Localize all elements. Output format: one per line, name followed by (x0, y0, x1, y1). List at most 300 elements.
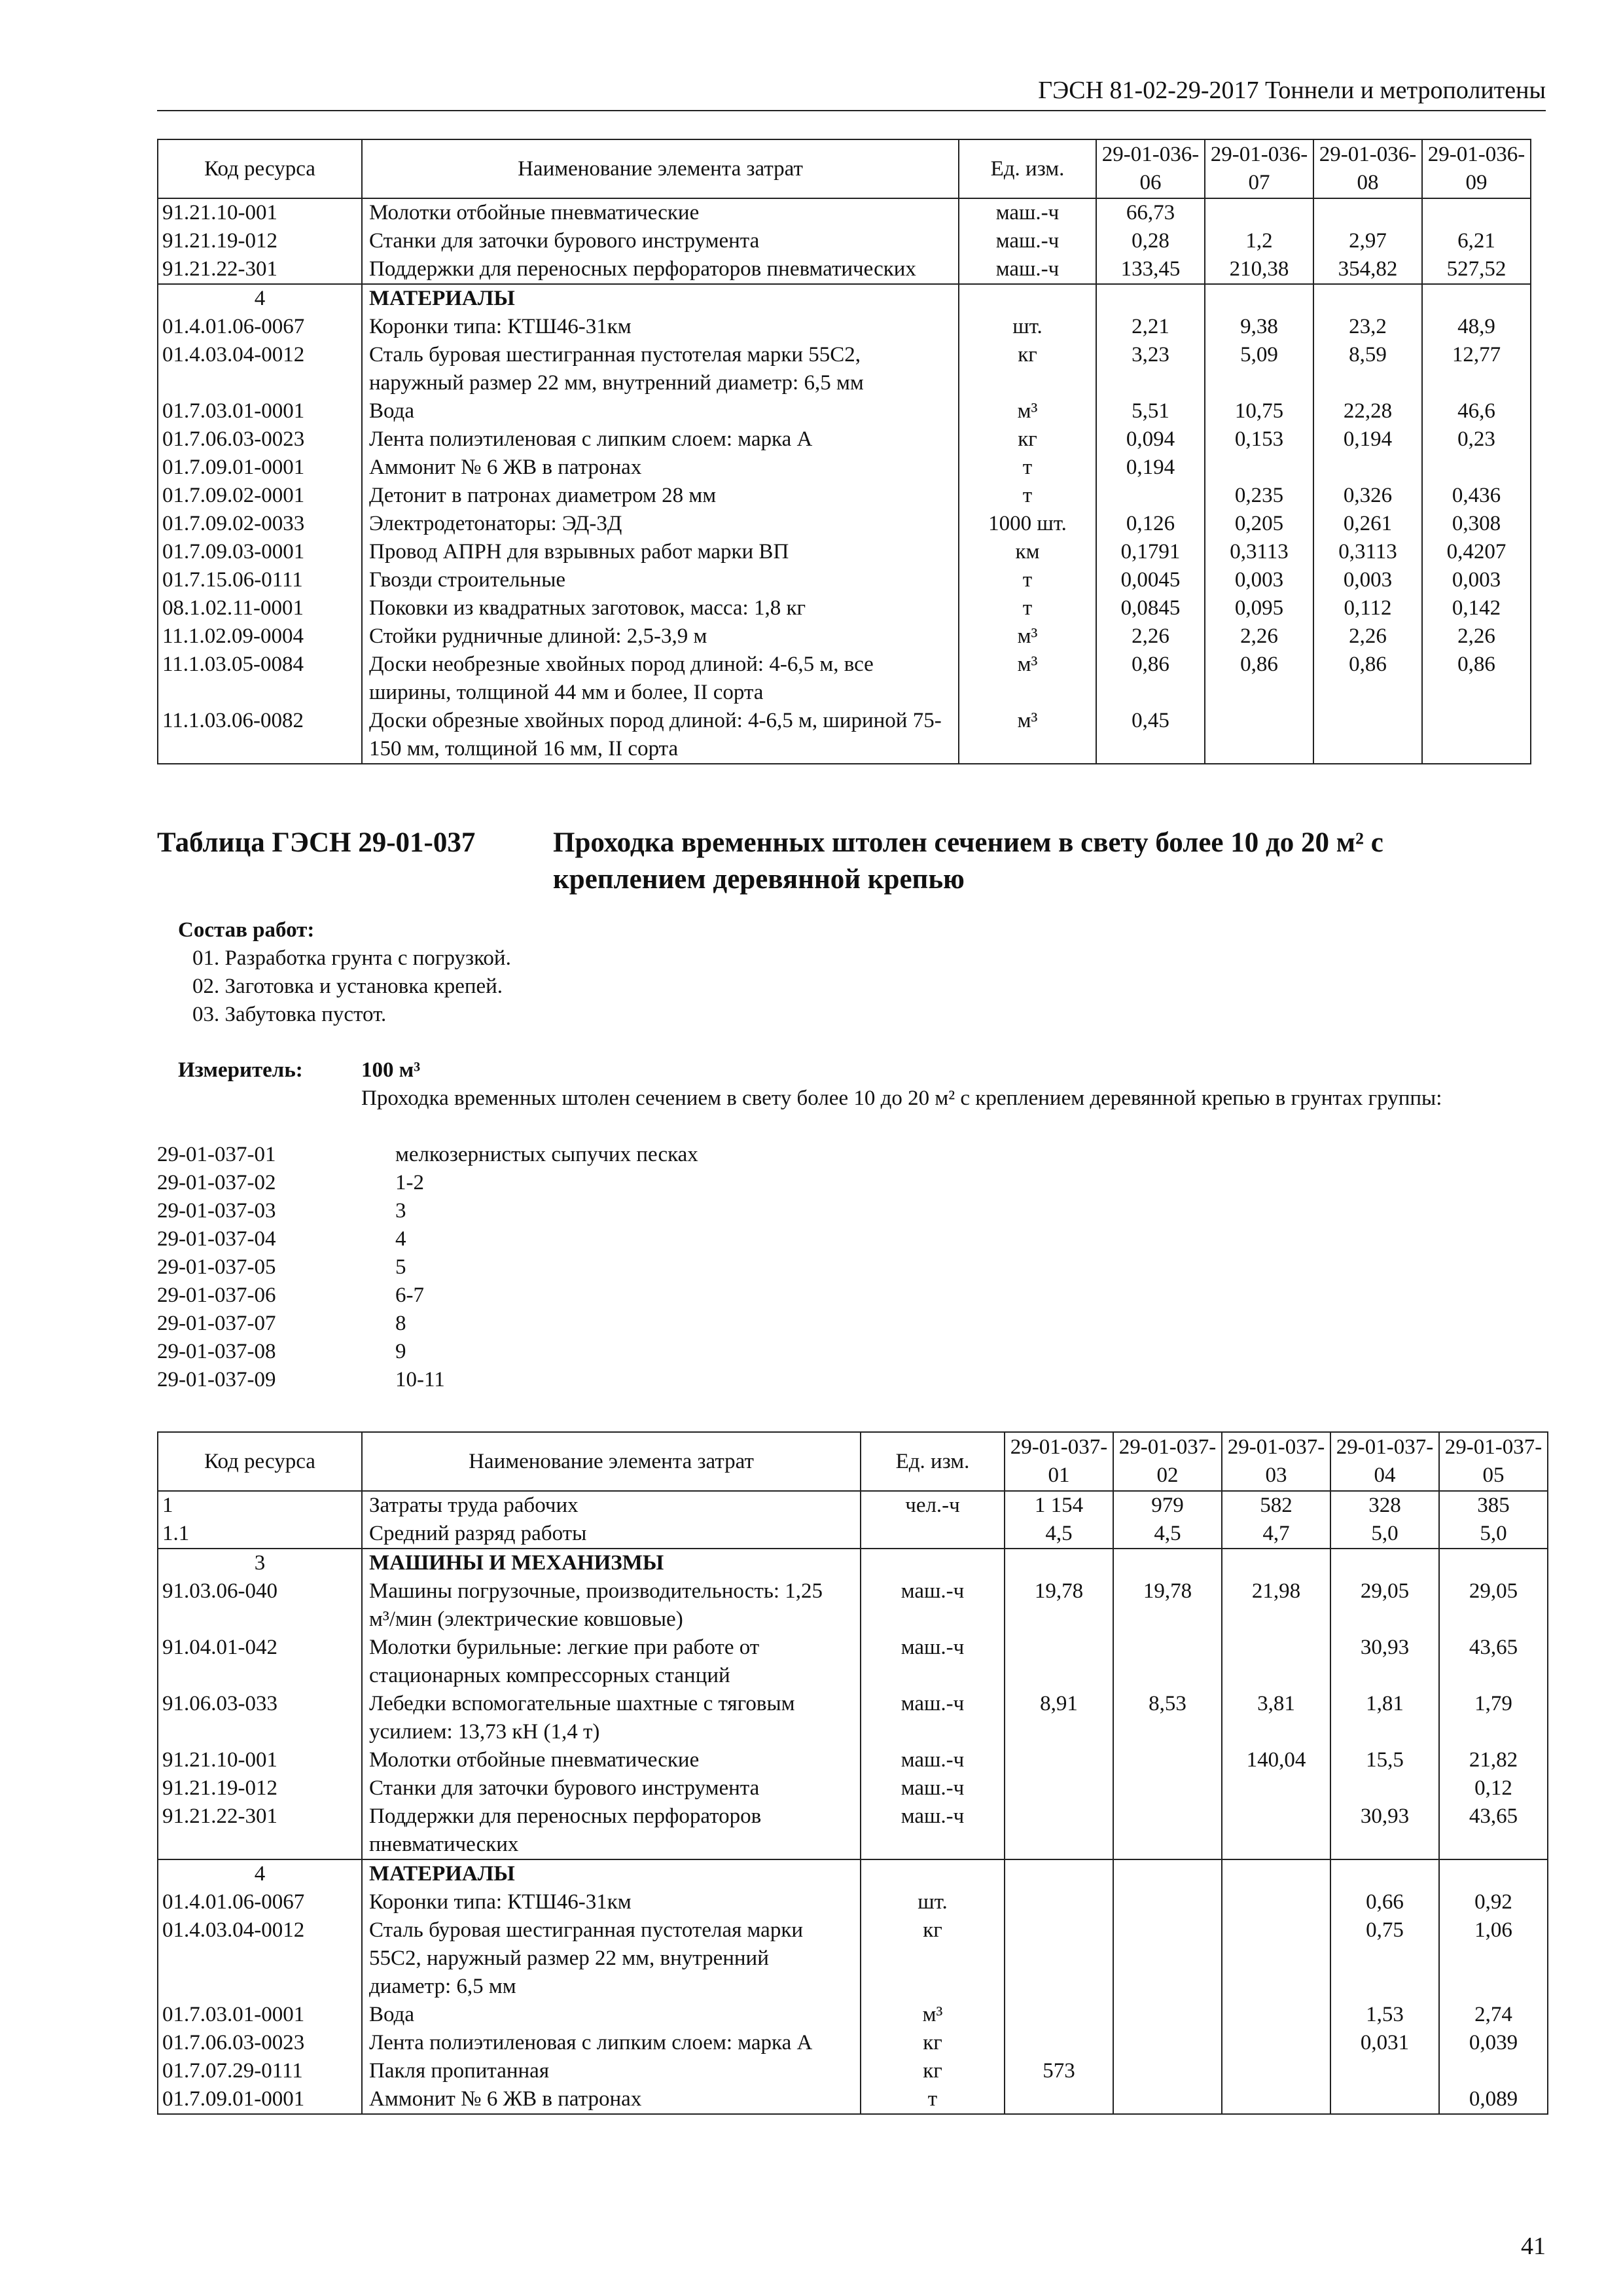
resource-value (1330, 1549, 1439, 1577)
table-row (158, 313, 1531, 341)
variant-row (157, 1253, 1139, 1282)
table-row (158, 1746, 1548, 1774)
measure-description: Проходка временных штолен сечением в свету более 10 до 20 м² с креплением деревянной крепью в грунтах группы: (361, 1086, 1442, 1110)
resource-unit: т (959, 594, 1096, 622)
resource-value: 0,261 (1313, 510, 1422, 538)
resource-value: 0,039 (1439, 2029, 1548, 2057)
composition-item: 03. Забутовка пустот. (192, 1003, 387, 1026)
resource-value: 43,65 (1439, 1634, 1548, 1690)
resource-value: 22,28 (1313, 397, 1422, 425)
table-row (158, 454, 1531, 482)
composition-heading: Состав работ: (178, 918, 315, 942)
resource-code: 01.4.03.04-0012 (158, 341, 362, 397)
table-row (158, 2001, 1548, 2029)
resource-value: 1,53 (1330, 2001, 1439, 2029)
resource-value (1113, 1549, 1222, 1577)
resource-name: Доски обрезные хвойных пород длиной: 4-6,5 м, шириной 75-150 мм, толщиной 16 мм, II сорта (362, 707, 959, 764)
resource-value: 0,23 (1422, 425, 1531, 454)
header-col: 29-01-036-06 (1096, 139, 1205, 198)
resource-value: 0,86 (1205, 651, 1313, 707)
resource-value: 0,142 (1422, 594, 1531, 622)
variant-code: 29-01-037-09 (157, 1368, 276, 1391)
resource-value (1205, 284, 1313, 313)
resource-unit: маш.-ч (861, 1634, 1005, 1690)
resource-value: 30,93 (1330, 1634, 1439, 1690)
resource-value (1005, 1803, 1113, 1859)
resource-code: 01.7.06.03-0023 (158, 425, 362, 454)
resource-value (1096, 284, 1205, 313)
resource-name: Стойки рудничные длиной: 2,5-3,9 м (362, 622, 959, 651)
resource-code: 01.4.01.06-0067 (158, 1888, 362, 1916)
resource-value (1005, 2029, 1113, 2057)
table-row (158, 255, 1531, 284)
resource-value: 4,7 (1222, 1520, 1330, 1549)
resource-unit: кг (959, 425, 1096, 454)
resource-value (1439, 1859, 1548, 1888)
resource-value: 0,194 (1313, 425, 1422, 454)
resource-value: 0,089 (1439, 2085, 1548, 2114)
table-row (158, 594, 1531, 622)
table-row (158, 198, 1531, 227)
resource-code: 01.7.09.01-0001 (158, 454, 362, 482)
resource-value (1005, 2085, 1113, 2114)
resource-code: 08.1.02.11-0001 (158, 594, 362, 622)
resource-value: 30,93 (1330, 1803, 1439, 1859)
header-col: 29-01-036-07 (1205, 139, 1313, 198)
variant-name: 5 (395, 1255, 406, 1279)
resource-value: 2,21 (1096, 313, 1205, 341)
resource-value: 979 (1113, 1491, 1222, 1520)
resource-unit: маш.-ч (861, 1690, 1005, 1746)
resource-value: 8,91 (1005, 1690, 1113, 1746)
resource-value: 21,98 (1222, 1577, 1330, 1634)
resource-code: 01.7.09.01-0001 (158, 2085, 362, 2114)
resource-value: 1 154 (1005, 1491, 1113, 1520)
resource-value (1113, 2001, 1222, 2029)
table-row (158, 566, 1531, 594)
resource-value: 5,0 (1330, 1520, 1439, 1549)
resource-value (1222, 2057, 1330, 2085)
resource-code: 91.21.19-012 (158, 227, 362, 255)
resource-name: Молотки отбойные пневматические (362, 1746, 861, 1774)
variant-name: 9 (395, 1340, 406, 1363)
variant-name: 6-7 (395, 1283, 424, 1307)
resource-value: 0,235 (1205, 482, 1313, 510)
resource-code: 11.1.02.09-0004 (158, 622, 362, 651)
header-code: Код ресурса (158, 139, 362, 198)
resource-value: 1,06 (1439, 1916, 1548, 2001)
header-col: 29-01-037-01 (1005, 1432, 1113, 1491)
variant-row (157, 1169, 1139, 1197)
resource-unit: маш.-ч (861, 1803, 1005, 1859)
resource-code: 1 (158, 1491, 362, 1520)
resource-unit: маш.-ч (861, 1577, 1005, 1634)
resource-code: 01.7.03.01-0001 (158, 2001, 362, 2029)
resource-unit: чел.-ч (861, 1491, 1005, 1520)
resource-value: 385 (1439, 1491, 1548, 1520)
resource-value (1113, 2085, 1222, 2114)
resource-name: Лента полиэтиленовая с липким слоем: марка А (362, 2029, 861, 2057)
resource-value (1005, 1634, 1113, 1690)
resource-name: МАШИНЫ И МЕХАНИЗМЫ (362, 1549, 861, 1577)
resource-name: Коронки типа: КТШ46-31км (362, 1888, 861, 1916)
variant-code: 29-01-037-05 (157, 1255, 276, 1279)
table-row (158, 341, 1531, 397)
resource-code: 91.06.03-033 (158, 1690, 362, 1746)
header-code: Код ресурса (158, 1432, 362, 1491)
resource-unit: маш.-ч (959, 255, 1096, 284)
resource-value (1330, 1859, 1439, 1888)
header-unit: Ед. изм. (959, 139, 1096, 198)
resource-value (1113, 2029, 1222, 2057)
resource-code: 01.4.01.06-0067 (158, 313, 362, 341)
resource-name: МАТЕРИАЛЫ (362, 1859, 861, 1888)
section-row (158, 1549, 1548, 1577)
header-col: 29-01-037-03 (1222, 1432, 1330, 1491)
resource-value (1313, 284, 1422, 313)
resource-code: 01.7.15.06-0111 (158, 566, 362, 594)
resource-value (1222, 1859, 1330, 1888)
resource-name: Поковки из квадратных заготовок, масса: 1,8 кг (362, 594, 959, 622)
resource-value (1005, 1774, 1113, 1803)
measure-unit: 100 м³ (361, 1058, 421, 1082)
table-row (158, 425, 1531, 454)
resource-value (1439, 1549, 1548, 1577)
table-row (158, 2057, 1548, 2085)
resource-name: Коронки типа: КТШ46-31км (362, 313, 959, 341)
resource-value (1005, 1888, 1113, 1916)
resource-value: 582 (1222, 1491, 1330, 1520)
resource-value: 0,66 (1330, 1888, 1439, 1916)
resource-unit: м³ (959, 622, 1096, 651)
resource-value (1330, 2057, 1439, 2085)
resource-value: 29,05 (1439, 1577, 1548, 1634)
page-number: 41 (1521, 2233, 1546, 2260)
resource-code: 91.21.10-001 (158, 198, 362, 227)
table-row (158, 1916, 1548, 2001)
variant-code: 29-01-037-04 (157, 1227, 276, 1251)
table-row (158, 1803, 1548, 1859)
resource-name: Средний разряд работы (362, 1520, 861, 1549)
measure-label: Измеритель: (178, 1058, 303, 1082)
resource-value: 5,51 (1096, 397, 1205, 425)
variant-row (157, 1310, 1139, 1338)
resource-code: 91.21.19-012 (158, 1774, 362, 1803)
resource-value: 0,126 (1096, 510, 1205, 538)
resource-value: 0,3113 (1205, 538, 1313, 566)
resource-value: 0,031 (1330, 2029, 1439, 2057)
resource-unit: м³ (959, 397, 1096, 425)
resource-name: МАТЕРИАЛЫ (362, 284, 959, 313)
resource-value: 2,26 (1422, 622, 1531, 651)
resource-value: 19,78 (1005, 1577, 1113, 1634)
header-col: 29-01-037-05 (1439, 1432, 1548, 1491)
resource-value: 0,92 (1439, 1888, 1548, 1916)
resource-unit: т (959, 482, 1096, 510)
composition-item: 02. Заготовка и установка крепей. (192, 975, 503, 998)
variant-row (157, 1225, 1139, 1253)
resource-name: Лебедки вспомогательные шахтные с тяговым усилием: 13,73 кН (1,4 т) (362, 1690, 861, 1746)
header-col: 29-01-037-04 (1330, 1432, 1439, 1491)
header-col: 29-01-036-09 (1422, 139, 1531, 198)
resource-unit (861, 1520, 1005, 1549)
resource-value: 0,0045 (1096, 566, 1205, 594)
resource-value (1005, 1549, 1113, 1577)
resource-code: 91.04.01-042 (158, 1634, 362, 1690)
resource-code: 01.4.03.04-0012 (158, 1916, 362, 2001)
resource-value: 2,74 (1439, 2001, 1548, 2029)
table-row (158, 482, 1531, 510)
resource-value (1422, 707, 1531, 764)
resource-value: 23,2 (1313, 313, 1422, 341)
resource-name: Вода (362, 2001, 861, 2029)
resource-name: Сталь буровая шестигранная пустотелая марки 55С2, наружный размер 22 мм, внутренний диаметр: 6,5 мм (362, 341, 959, 397)
resource-value (1422, 454, 1531, 482)
resource-value: 0,326 (1313, 482, 1422, 510)
resource-value: 2,26 (1313, 622, 1422, 651)
variant-name: 10-11 (395, 1368, 445, 1391)
section-row (158, 284, 1531, 313)
variant-list (157, 1141, 1139, 1394)
resource-name: Провод АПРН для взрывных работ марки ВП (362, 538, 959, 566)
table-row (158, 510, 1531, 538)
table-row (158, 538, 1531, 566)
resource-value: 328 (1330, 1491, 1439, 1520)
resource-value: 0,003 (1313, 566, 1422, 594)
resource-value: 0,436 (1422, 482, 1531, 510)
section-row (158, 1859, 1548, 1888)
variant-code: 29-01-037-06 (157, 1283, 276, 1307)
resource-value: 0,205 (1205, 510, 1313, 538)
resource-value: 0,28 (1096, 227, 1205, 255)
resource-value: 1,2 (1205, 227, 1313, 255)
resource-unit: кг (861, 1916, 1005, 2001)
resource-value (1222, 1774, 1330, 1803)
resource-value (1005, 1916, 1113, 2001)
resource-value (1313, 198, 1422, 227)
resource-value: 0,1791 (1096, 538, 1205, 566)
resource-value (1005, 1746, 1113, 1774)
resource-unit: т (959, 454, 1096, 482)
resource-unit: маш.-ч (959, 198, 1096, 227)
resource-code: 01.7.07.29-0111 (158, 2057, 362, 2085)
work-composition (178, 916, 511, 1029)
resource-value (1113, 1859, 1222, 1888)
resource-code: 01.7.09.02-0001 (158, 482, 362, 510)
resource-value: 0,094 (1096, 425, 1205, 454)
resource-value: 48,9 (1422, 313, 1531, 341)
resource-name: Лента полиэтиленовая с липким слоем: марка А (362, 425, 959, 454)
variant-name: 4 (395, 1227, 406, 1251)
resource-value (1222, 1916, 1330, 2001)
resource-unit: т (959, 566, 1096, 594)
header-col: 29-01-037-02 (1113, 1432, 1222, 1491)
table-row (158, 1520, 1548, 1549)
resource-unit: м³ (959, 651, 1096, 707)
resource-value: 3,81 (1222, 1690, 1330, 1746)
resource-value (1330, 2085, 1439, 2114)
resource-value: 2,97 (1313, 227, 1422, 255)
resource-value: 210,38 (1205, 255, 1313, 284)
variant-row (157, 1282, 1139, 1310)
resource-unit: маш.-ч (861, 1746, 1005, 1774)
resource-value (1222, 1803, 1330, 1859)
resource-value: 4,5 (1005, 1520, 1113, 1549)
resource-code: 91.21.22-301 (158, 255, 362, 284)
table-row (158, 1888, 1548, 1916)
resource-value: 0,4207 (1422, 538, 1531, 566)
resource-unit: шт. (861, 1888, 1005, 1916)
resource-value (1222, 2085, 1330, 2114)
resource-value (1222, 2001, 1330, 2029)
table-row (158, 1491, 1548, 1520)
resource-name: Вода (362, 397, 959, 425)
resource-value: 6,21 (1422, 227, 1531, 255)
resource-value: 9,38 (1205, 313, 1313, 341)
resource-unit: маш.-ч (861, 1774, 1005, 1803)
resource-value (1222, 1634, 1330, 1690)
resource-value: 0,0845 (1096, 594, 1205, 622)
resource-value (1422, 198, 1531, 227)
resource-value (1113, 1916, 1222, 2001)
resource-unit: кг (861, 2057, 1005, 2085)
resource-value: 5,0 (1439, 1520, 1548, 1549)
running-header (157, 73, 1546, 111)
resource-code: 11.1.03.06-0082 (158, 707, 362, 764)
resource-value: 15,5 (1330, 1746, 1439, 1774)
table-row (158, 397, 1531, 425)
resource-unit: 1000 шт. (959, 510, 1096, 538)
resource-value: 0,45 (1096, 707, 1205, 764)
resource-name: Затраты труда рабочих (362, 1491, 861, 1520)
table-row (158, 1690, 1548, 1746)
resource-code: 91.21.22-301 (158, 1803, 362, 1859)
variant-code: 29-01-037-03 (157, 1199, 276, 1223)
resource-name: Станки для заточки бурового инструмента (362, 227, 959, 255)
resource-value: 3,23 (1096, 341, 1205, 397)
resource-unit: шт. (959, 313, 1096, 341)
resource-value: 8,53 (1113, 1690, 1222, 1746)
resource-value (1313, 454, 1422, 482)
resource-name: Сталь буровая шестигранная пустотелая марки 55С2, наружный размер 22 мм, внутренний диаметр: 6,5 мм (362, 1916, 861, 2001)
resource-table-037 (157, 1431, 1548, 2115)
table-row (158, 227, 1531, 255)
variant-row (157, 1141, 1139, 1169)
resource-name: Станки для заточки бурового инструмента (362, 1774, 861, 1803)
resource-value: 66,73 (1096, 198, 1205, 227)
table-row (158, 2029, 1548, 2057)
resource-unit (959, 284, 1096, 313)
table-row (158, 1634, 1548, 1690)
resource-name: Машины погрузочные, производительность: 1,25 м³/мин (электрические ковшовые) (362, 1577, 861, 1634)
resource-value: 29,05 (1330, 1577, 1439, 1634)
resource-value (1205, 198, 1313, 227)
resource-value: 0,112 (1313, 594, 1422, 622)
resource-value: 354,82 (1313, 255, 1422, 284)
table-row (158, 707, 1531, 764)
resource-code: 01.7.03.01-0001 (158, 397, 362, 425)
resource-name: Аммонит № 6 ЖВ в патронах (362, 2085, 861, 2114)
resource-value: 133,45 (1096, 255, 1205, 284)
resource-name: Молотки отбойные пневматические (362, 198, 959, 227)
variant-code: 29-01-037-02 (157, 1171, 276, 1194)
resource-value (1113, 1634, 1222, 1690)
variant-name: 1-2 (395, 1171, 424, 1194)
resource-value (1096, 482, 1205, 510)
table-row (158, 2085, 1548, 2114)
resource-value: 21,82 (1439, 1746, 1548, 1774)
table-row (158, 1577, 1548, 1634)
resource-value: 0,86 (1096, 651, 1205, 707)
resource-name: Молотки бурильные: легкие при работе от стационарных компрессорных станций (362, 1634, 861, 1690)
resource-name: Гвозди строительные (362, 566, 959, 594)
resource-value: 2,26 (1096, 622, 1205, 651)
composition-item: 01. Разработка грунта с погрузкой. (192, 946, 511, 970)
resource-unit: м³ (959, 707, 1096, 764)
resource-value: 1,81 (1330, 1690, 1439, 1746)
variant-row (157, 1338, 1139, 1366)
resource-value: 0,86 (1422, 651, 1531, 707)
resource-value (1005, 2001, 1113, 2029)
resource-value (1113, 1888, 1222, 1916)
variant-name: 3 (395, 1199, 406, 1223)
resource-value (1222, 2029, 1330, 2057)
resource-value: 0,308 (1422, 510, 1531, 538)
header-name: Наименование элемента затрат (362, 1432, 861, 1491)
resource-code: 01.7.06.03-0023 (158, 2029, 362, 2057)
resource-unit: км (959, 538, 1096, 566)
resource-code: 01.7.09.03-0001 (158, 538, 362, 566)
resource-value: 0,003 (1422, 566, 1531, 594)
table-row (158, 622, 1531, 651)
resource-value (1313, 707, 1422, 764)
resource-value (1205, 454, 1313, 482)
resource-unit: кг (861, 2029, 1005, 2057)
resource-value (1113, 1803, 1222, 1859)
resource-unit: кг (959, 341, 1096, 397)
resource-code: 11.1.03.05-0084 (158, 651, 362, 707)
resource-unit: т (861, 2085, 1005, 2114)
resource-name: Доски необрезные хвойных пород длиной: 4-6,5 м, все ширины, толщиной 44 мм и более, II сорта (362, 651, 959, 707)
table-row (158, 1774, 1548, 1803)
resource-name: Пакля пропитанная (362, 2057, 861, 2085)
resource-value: 4,5 (1113, 1520, 1222, 1549)
resource-code: 3 (158, 1549, 362, 1577)
resource-value: 43,65 (1439, 1803, 1548, 1859)
resource-value: 12,77 (1422, 341, 1531, 397)
resource-value (1222, 1549, 1330, 1577)
resource-code: 1.1 (158, 1520, 362, 1549)
resource-code: 4 (158, 284, 362, 313)
variant-name: мелкозернистых сыпучих песках (395, 1143, 698, 1166)
variant-name: 8 (395, 1312, 406, 1335)
resource-value (1439, 2057, 1548, 2085)
variant-code: 29-01-037-08 (157, 1340, 276, 1363)
resource-value: 0,3113 (1313, 538, 1422, 566)
resource-value: 10,75 (1205, 397, 1313, 425)
resource-value: 0,153 (1205, 425, 1313, 454)
resource-value: 19,78 (1113, 1577, 1222, 1634)
header-col: 29-01-036-08 (1313, 139, 1422, 198)
resource-unit (861, 1859, 1005, 1888)
resource-value: 46,6 (1422, 397, 1531, 425)
resource-value: 573 (1005, 2057, 1113, 2085)
header-title: ГЭСН 81-02-29-2017 Тоннели и метрополитены (1038, 77, 1546, 104)
resource-value: 0,12 (1439, 1774, 1548, 1803)
resource-unit: м³ (861, 2001, 1005, 2029)
table-id: Таблица ГЭСН 29-01-037 (157, 827, 476, 858)
resource-name: Поддержки для переносных перфораторов пневматических (362, 255, 959, 284)
